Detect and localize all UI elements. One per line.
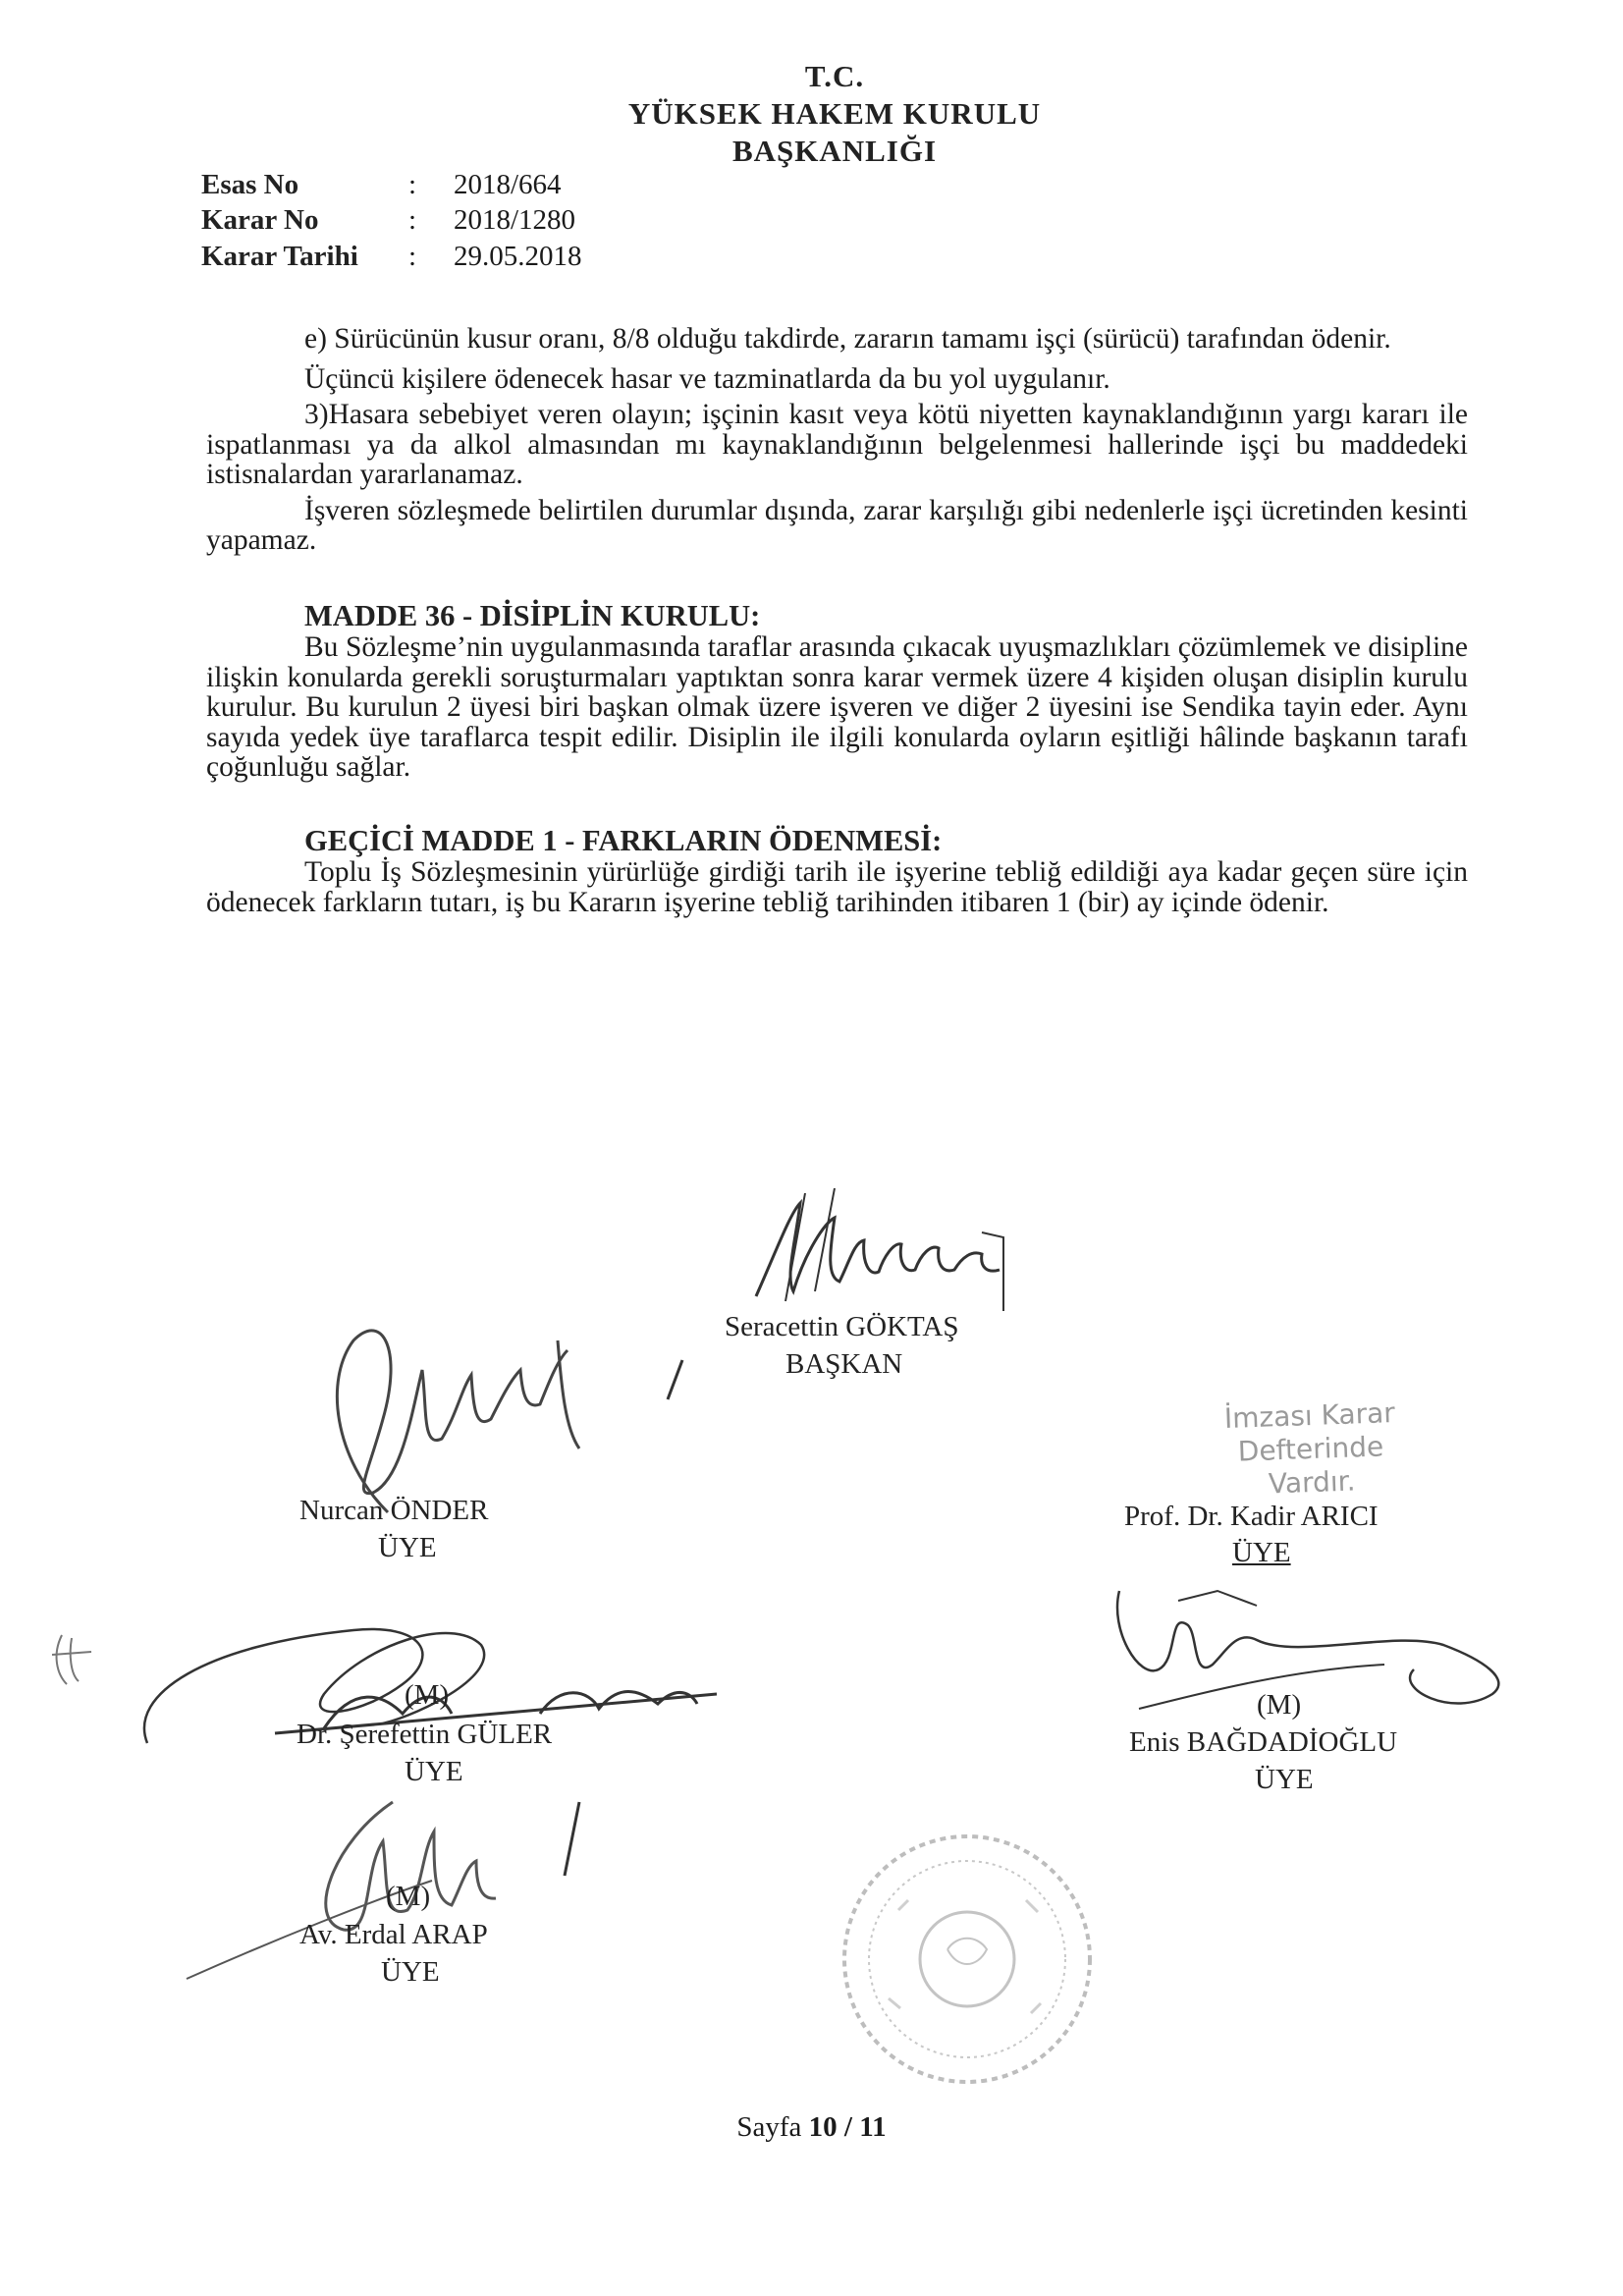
- karar-tarihi-label: Karar Tarihi: [201, 241, 358, 272]
- signature-member-onder: [295, 1301, 707, 1527]
- president-role: BAŞKAN: [785, 1348, 903, 1380]
- member1-name: Nurcan ÖNDER: [299, 1495, 489, 1526]
- esas-no-colon: :: [408, 169, 417, 200]
- member2-role: ÜYE: [1232, 1537, 1291, 1568]
- member4-name: Enis BAĞDADİOĞLU: [1129, 1726, 1398, 1758]
- karar-tarihi-colon: :: [408, 241, 417, 272]
- stamp-note-line1: İmzası Karar Defterinde: [1223, 1395, 1396, 1468]
- member5-mark: (M): [386, 1881, 431, 1912]
- margin-mark-icon: [47, 1630, 96, 1689]
- heading-gecici-madde-1: GEÇİCİ MADDE 1 - FARKLARIN ÖDENMESİ:: [304, 823, 943, 857]
- document-body: [206, 324, 1468, 917]
- signature-president: [746, 1183, 1021, 1311]
- esas-no-value: 2018/664: [454, 169, 562, 200]
- page-current: 10: [808, 2111, 838, 2143]
- page-separator: /: [843, 2111, 852, 2143]
- karar-no-label: Karar No: [201, 204, 319, 236]
- header-institution: YÜKSEK HAKEM KURULU: [627, 96, 1042, 131]
- stamp-note-line2: Vardır.: [1268, 1464, 1356, 1501]
- page-total: 11: [859, 2111, 887, 2143]
- page-number: [0, 2111, 1623, 2144]
- heading-madde-36: MADDE 36 - DİSİPLİN KURULU:: [304, 598, 761, 632]
- official-seal: [830, 1822, 1105, 2097]
- header-tc: T.C.: [804, 59, 865, 93]
- member2-name: Prof. Dr. Kadir ARICI: [1124, 1501, 1379, 1532]
- signature-in-register-note: [1147, 1394, 1474, 1504]
- paragraph-third-parties: Üçüncü kişilere ödenecek hasar ve tazminatlarda da bu yol uygulanır.: [304, 362, 1110, 395]
- member3-mark: (M): [405, 1679, 450, 1711]
- paragraph-3: 3)Hasara sebebiyet veren olayın; işçinin kasıt veya kötü niyetten kaynaklandığının yargı kararı ile ispatlanması ya da alkol almasından mı kaynaklandığının belgelenmesi hallerinde işçi bu maddedeki istisnalardan yararlanamaz.: [206, 399, 1468, 490]
- member5-role: ÜYE: [381, 1956, 440, 1988]
- member3-role: ÜYE: [405, 1756, 463, 1787]
- member3-name: Dr. Şerefettin GÜLER: [297, 1719, 553, 1750]
- member4-mark: (M): [1257, 1689, 1302, 1721]
- president-name: Seracettin GÖKTAŞ: [725, 1311, 959, 1342]
- esas-no-label: Esas No: [201, 169, 299, 200]
- paragraph-payment-of-differences: Toplu İş Sözleşmesinin yürürlüğe girdiği tarih ile işyerine tebliğ edildiği aya kadar geçen süre için ödenecek farkların tutarı, iş bu Kararın işyerine tebliğ tarihinden itibaren 1 (bir) ay içinde ödenir.: [206, 856, 1468, 918]
- karar-no-value: 2018/1280: [454, 204, 576, 236]
- page-prefix: Sayfa: [736, 2111, 802, 2143]
- karar-tarihi-value: 29.05.2018: [454, 241, 582, 272]
- paragraph-employer: İşveren sözleşmede belirtilen durumlar dışında, zarar karşılığı gibi nedenlerle işçi ücretinden kesinti yapamaz.: [206, 494, 1468, 556]
- paragraph-disciplinary-board: Bu Sözleşme’nin uygulanmasında taraflar arasında çıkacak uyuşmazlıkları çözümlemek ve disipline ilişkin konularda gerekli soruşturmaları yaptıktan sonra karar vermek üzere 4 kişiden oluşan disiplin kurulu kurulur. Bu kurulun 2 üyesi biri başkan olmak üzere işveren ve diğer 2 üyesini ise Sendika tayin eder. Aynı sayıda yedek üye taraflarca tespit edilir. Disiplin ile ilgili konularda oyların eşitliği hâlinde başkanın tarafı çoğunluğu sağlar.: [206, 631, 1468, 783]
- member4-role: ÜYE: [1255, 1764, 1314, 1795]
- karar-no-colon: :: [408, 204, 417, 236]
- member5-name: Av. Erdal ARAP: [299, 1919, 488, 1950]
- signature-member-bagdadioglu: [1100, 1571, 1532, 1728]
- member1-role: ÜYE: [378, 1532, 437, 1563]
- header-presidency: BAŞKANLIĞI: [731, 134, 938, 168]
- paragraph-e: e) Sürücünün kusur oranı, 8/8 olduğu takdirde, zararın tamamı işçi (sürücü) tarafından ödenir.: [304, 323, 1391, 355]
